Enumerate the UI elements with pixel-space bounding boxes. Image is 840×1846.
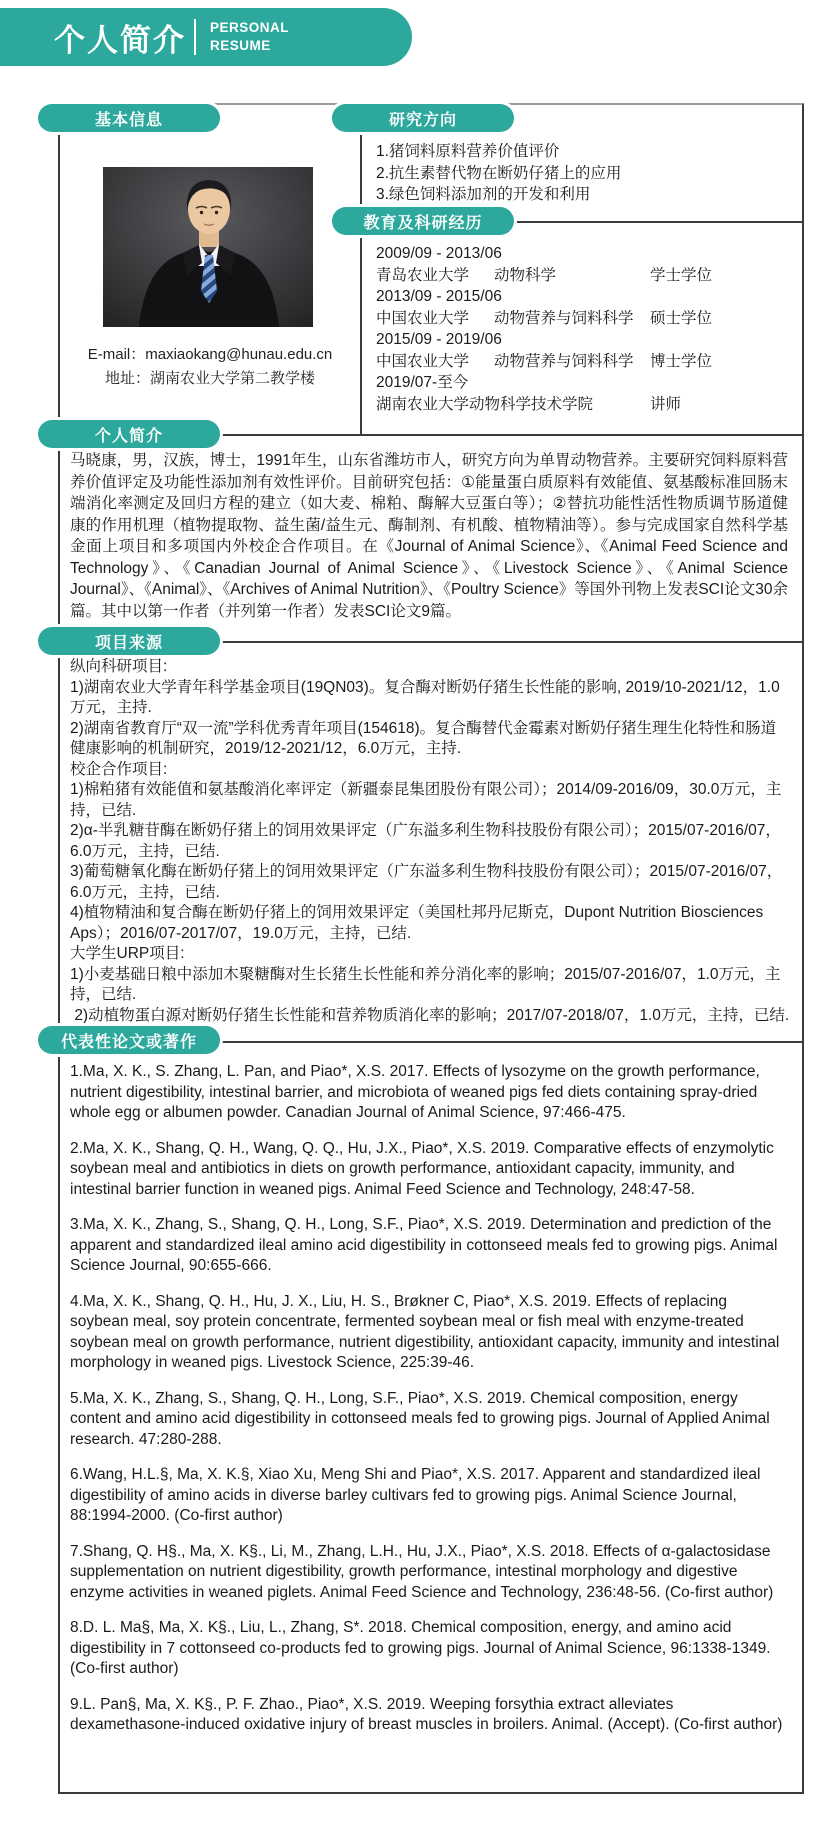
section-header-profile: 个人简介 — [38, 420, 220, 448]
contact-block — [60, 343, 360, 391]
project-line: 2)湖南省教育厅“双一流”学科优秀青年项目(154618)。复合酶替代金霉素对断奶仔猪生理生化特性和肠道健康影响的机制研究，2019/12-2021/12，6.0万元，主持. — [70, 719, 777, 757]
project-line: 大学生URP项目: — [70, 945, 185, 962]
research-direction-list — [376, 141, 790, 206]
research-direction-item: 2.抗生素替代物在断奶仔猪上的应用 — [376, 164, 622, 182]
publication-item: 2.Ma, X. K., Shang, Q. H., Wang, Q. Q., Hu, J.X., Piao*, X.S. 2019. Comparative effects of enzymolytic soybean meal and antibiotics in diets on growth performance, antioxidant capacity, immunity, and intestinal barrier function in weaned pigs. Animal Feed Science and Technology, 248:47-58. — [70, 1139, 774, 1198]
project-line: 4)植物精油和复合酶在断奶仔猪上的饲用效果评定（美国杜邦丹尼斯克，Dupont Nutrition Biosciences Aps）；2016/07-2017/07，19.0万元，主持，已结. — [70, 904, 767, 942]
education-entry — [376, 372, 790, 415]
address-line: 地址：湖南农业大学第二教学楼 — [104, 370, 315, 387]
education-degree: 学士学位 — [650, 266, 713, 284]
publication-item: 1.Ma, X. K., S. Zhang, L. Pan, and Piao*, X.S. 2017. Effects of lysozyme on the growth performance, nutrient digestibility, intestinal barrier, and microbiota of weaned pigs fed diets containing spray-dried whole egg or albumen powder. Canadian Journal of Animal Science, 97:466-475. — [70, 1063, 760, 1121]
project-line: 2)动植物蛋白源对断奶仔猪生长性能和营养物质消化率的影响；2017/07-2018/07，1.0万元，主持，已结. — [70, 1006, 790, 1024]
publication-item: 9.L. Pan§, Ma, X. K§., P. F. Zhao., Piao*, X.S. 2019. Weeping forsythia extract alleviates dexamethasone-induced oxidative injury of breast muscles in broilers. Animal. (Accept). (Co-first author) — [70, 1695, 783, 1733]
publication-item: 8.D. L. Ma§, Ma, X. K§., Liu, L., Zhang, S*. 2018. Chemical composition, energy, and amino acid digestibility in 7 cottonseed co-products fed to growing pigs. Journal of Animal Science, 96:1338-1349. (Co-first author) — [70, 1619, 771, 1677]
project-line: 3)葡萄糖氧化酶在断奶仔猪上的饲用效果评定（广东溢多利生物科技股份有限公司）；2015/07-2016/07，6.0万元，主持，已结. — [70, 863, 783, 901]
education-period: 2015/09 - 2019/06 — [376, 331, 502, 348]
education-organization: 中国农业大学 — [376, 352, 470, 370]
education-list — [376, 243, 790, 415]
education-major: 动物营养与饲料科学 — [494, 352, 634, 370]
page-title: 个人简介 — [54, 22, 186, 58]
email-line: E-mail：maxiaokang@hunau.edu.cn — [87, 346, 333, 363]
education-period: 2009/09 - 2013/06 — [376, 245, 502, 262]
page-header-banner — [0, 8, 412, 66]
education-period: 2019/07-至今 — [376, 374, 469, 391]
section-header-research-direction: 研究方向 — [332, 104, 514, 132]
publication-item: 4.Ma, X. K., Shang, Q. H., Hu, J. X., Liu, H. S., Brøkner C, Piao*, X.S. 2019. Effects of replacing soybean meal, soy protein concentrate, fermented soybean meal or fish meal with enzyme-treated soybean meal on growth performance, nutrient digestibility, antioxidant capacity, immunity and intestinal morphology in weaned pigs. Livestock Science, 225:39-46. — [70, 1292, 780, 1371]
portrait-photo — [103, 167, 313, 327]
section-header-publications: 代表性论文或著作 — [38, 1026, 220, 1054]
section-header-projects: 项目来源 — [38, 627, 220, 655]
title-divider — [194, 19, 196, 55]
education-period: 2013/09 - 2015/06 — [376, 288, 502, 305]
education-degree: 讲师 — [650, 395, 682, 413]
research-direction-item: 3.绿色饲料添加剂的开发和利用 — [376, 186, 591, 203]
column-divider — [360, 105, 362, 436]
education-detail-row — [376, 265, 790, 287]
page-subtitle-line2: RESUME — [210, 38, 271, 53]
education-entry — [376, 243, 790, 286]
page-subtitle-line1: PERSONAL — [210, 20, 290, 36]
education-organization: 中国农业大学 — [376, 309, 470, 327]
publication-item: 5.Ma, X. K., Zhang, S., Shang, Q. H., Long, S.F., Piao*, X.S. 2019. Chemical composition, energy content and amino acid digestibility in cottonseed meals fed to growing pigs. Journal of Applied Animal research. 47:280-288. — [70, 1389, 770, 1448]
projects-list — [70, 657, 790, 1026]
publications-list — [70, 1062, 788, 1751]
project-line: 1)小麦基础日粮中添加木聚糖酶对生长猪生长性能和养分消化率的影响；2015/07-2016/07，1.0万元，主持，已结. — [70, 965, 781, 1003]
project-line: 1)湖南农业大学青年科学基金项目(19QN03)。复合酶对断奶仔猪生长性能的影响, 2019/10-2021/12，1.0万元，主持. — [70, 678, 780, 716]
education-degree: 硕士学位 — [650, 309, 713, 327]
publication-item: 6.Wang, H.L.§, Ma, X. K.§, Xiao Xu, Meng Shi and Piao*, X.S. 2017. Apparent and standardized ileal digestibility of amino acids in diverse barley cultivars fed to growing pigs. Animal Science Journal, 88:1994-2000. (Co-first author) — [70, 1466, 761, 1524]
education-entry — [376, 286, 790, 329]
project-line: 1)棉粕猪有效能值和氨基酸消化率评定（新疆泰昆集团股份有限公司）；2014/09-2016/09，30.0万元，主持，已结. — [70, 781, 782, 819]
education-major: 动物科学 — [494, 266, 557, 284]
education-organization: 青岛农业大学 — [376, 266, 470, 284]
profile-text: 马晓康，男，汉族，博士，1991年生，山东省潍坊市人，研究方向为单胃动物营养。主要研究饲料原料营养价值评定及功能性添加剂有效性评价。目前研究包括：①能量蛋白质原料有效能值、氨基酸标准回肠末端消化率测定及回归方程的建立（如大麦、棉粕、酶解大豆蛋白等）；②替抗功能性活性物质调节肠道健康的作用机理（植物提取物、益生菌/益生元、酶制剂、有机酸、植物精油等）。参与完成国家自然科学基金面上项目和多项国内外校企合作项目。在《Journal of Animal Science》、《Animal Feed Science and Technology》、《Canadian Journal of Animal Science》、《Livestock Science》、《Animal Science Journal》、《Animal》、《Archives of Animal Nutrition》、《Poultry Science》等国外刊物上发表SCI论文30余篇。其中以第一作者（并列第一作者）发表SCI论文9篇。 — [70, 452, 788, 620]
section-header-basic-info: 基本信息 — [38, 104, 220, 132]
publication-item: 3.Ma, X. K., Zhang, S., Shang, Q. H., Long, S.F., Piao*, X.S. 2019. Determination and prediction of the apparent and standardized ileal amino acid digestibility in cottonseed meals fed to growing pigs. Animal Science Journal, 90:655-666. — [70, 1216, 778, 1274]
education-entry — [376, 329, 790, 372]
education-major: 动物营养与饲料科学 — [494, 309, 634, 327]
project-line: 纵向科研项目: — [70, 658, 168, 675]
project-line: 2)α-半乳糖苷酶在断奶仔猪上的饲用效果评定（广东溢多利生物科技股份有限公司）；2015/07-2016/07，6.0万元，主持，已结. — [70, 822, 781, 860]
education-organization: 湖南农业大学动物科学技术学院 — [376, 395, 594, 413]
education-degree: 博士学位 — [650, 352, 713, 370]
education-detail-row — [376, 308, 790, 330]
education-detail-row — [376, 351, 790, 373]
page-subtitle — [210, 19, 289, 54]
education-detail-row — [376, 394, 790, 416]
research-direction-item: 1.猪饲料原料营养价值评价 — [376, 143, 560, 160]
project-line: 校企合作项目: — [70, 760, 168, 778]
section-header-education: 教育及科研经历 — [332, 207, 514, 235]
publication-item: 7.Shang, Q. H§., Ma, X. K§., Li, M., Zhang, L.H., Hu, J.X., Piao*, X.S. 2018. Effects of α-galactosidase supplementation on nutrient digestibility, growth performance, intestinal morphology and digestive enzyme activities in weaned piglets. Animal Feed Science and Technology, 236:48-56. (Co-first author) — [70, 1542, 774, 1601]
